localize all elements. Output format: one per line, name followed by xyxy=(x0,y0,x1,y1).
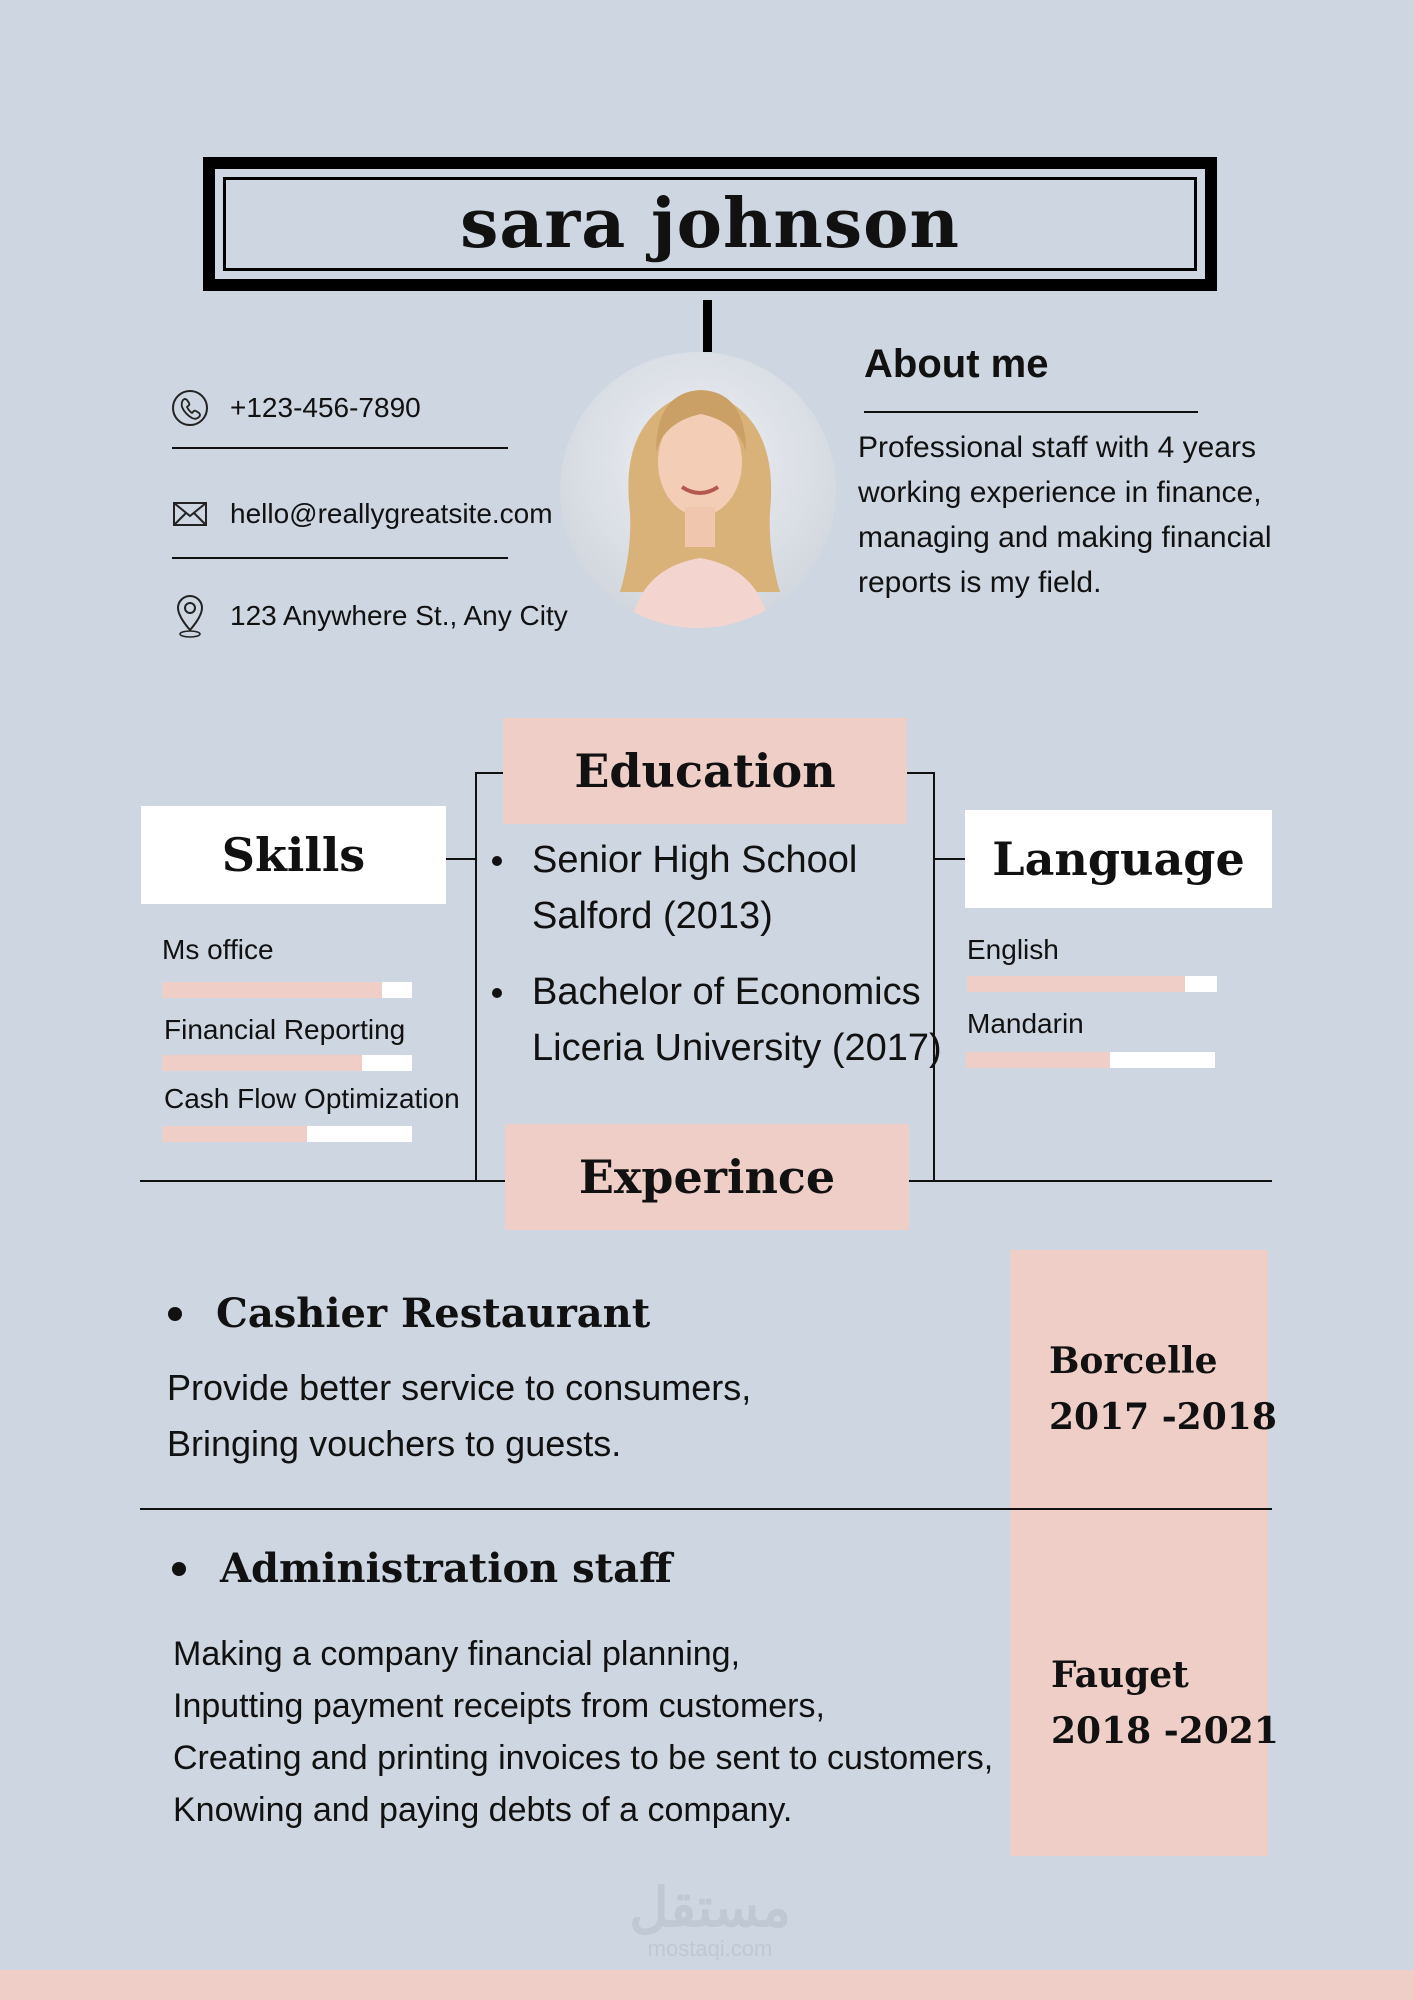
job-description-line: Provide better service to consumers, xyxy=(167,1367,752,1408)
job-description-line: Creating and printing invoices to be sent to customers, xyxy=(173,1739,994,1777)
language-title-text: Language xyxy=(992,832,1245,886)
experience-title-text: Experince xyxy=(578,1150,836,1204)
location-pin-icon xyxy=(170,592,210,640)
job-years: 2018 -2021 xyxy=(1051,1710,1279,1752)
phone-text: +123-456-7890 xyxy=(230,392,421,423)
skill-bar xyxy=(162,1055,412,1071)
job-years: 2017 -2018 xyxy=(1049,1396,1277,1438)
mail-icon xyxy=(170,494,210,534)
contact-address xyxy=(170,592,568,640)
education-title xyxy=(503,718,907,824)
about-text xyxy=(858,425,1288,605)
skills-title-text: Skills xyxy=(221,828,366,882)
about-line: managing and making financial xyxy=(858,521,1272,554)
about-line: Professional staff with 4 years xyxy=(858,431,1256,464)
about-divider xyxy=(864,411,1198,413)
list-item xyxy=(492,832,942,944)
education-degree: Senior High School xyxy=(532,839,858,881)
contact-email xyxy=(170,494,553,534)
job-title xyxy=(172,1545,672,1592)
job-description-line: Making a company financial planning, xyxy=(173,1635,741,1673)
language-bar xyxy=(966,1052,1215,1068)
company-name: Fauget xyxy=(1051,1654,1189,1696)
company-name: Borcelle xyxy=(1049,1340,1218,1382)
footer-band xyxy=(0,1970,1414,2000)
language-bar-fill xyxy=(966,1052,1110,1068)
job-title xyxy=(168,1290,650,1337)
language-bar-fill xyxy=(967,976,1185,992)
education-degree: Bachelor of Economics xyxy=(532,971,921,1013)
connector-line xyxy=(906,772,935,774)
connector-line xyxy=(475,772,505,774)
education-list xyxy=(492,832,942,1076)
job-title-text: Administration staff xyxy=(220,1545,672,1592)
avatar xyxy=(560,352,836,628)
watermark-url: mostaqi.com xyxy=(647,1936,773,1961)
contact-divider xyxy=(172,447,508,449)
skills-title xyxy=(141,806,446,904)
email-text: hello@reallygreatsite.com xyxy=(230,498,553,529)
skill-bar-fill xyxy=(162,982,382,998)
connector-line xyxy=(446,858,476,860)
contact-phone xyxy=(170,388,421,428)
language-label: English xyxy=(967,934,1059,965)
skill-label: Cash Flow Optimization xyxy=(164,1083,460,1114)
about-title: About me xyxy=(864,342,1049,386)
skill-bar xyxy=(162,1126,412,1142)
name-header-box xyxy=(203,157,1217,291)
job-company-dates xyxy=(1049,1333,1277,1445)
skill-bar-fill xyxy=(162,1055,362,1071)
watermark-logo: مستقل xyxy=(629,1878,791,1938)
profile-photo xyxy=(560,352,836,628)
language-title xyxy=(965,810,1272,908)
job-divider xyxy=(140,1508,1272,1510)
job-description xyxy=(167,1360,751,1472)
header-connector xyxy=(703,300,712,352)
contact-divider xyxy=(172,557,508,559)
job-description-line: Bringing vouchers to guests. xyxy=(167,1423,622,1464)
language-bar xyxy=(967,976,1217,992)
phone-icon xyxy=(170,388,210,428)
education-school: Salford (2013) xyxy=(532,895,773,937)
connector-line xyxy=(475,772,477,1180)
language-label: Mandarin xyxy=(967,1008,1084,1039)
job-description-line: Knowing and paying debts of a company. xyxy=(173,1791,793,1829)
skill-label: Ms office xyxy=(162,934,274,965)
skill-label: Financial Reporting xyxy=(164,1014,406,1045)
experience-title xyxy=(505,1124,909,1230)
job-company-dates xyxy=(1051,1647,1279,1759)
about-line: working experience in finance, xyxy=(858,476,1262,509)
section-divider xyxy=(140,1180,506,1182)
job-description xyxy=(173,1628,993,1836)
watermark xyxy=(600,1880,820,1962)
list-item xyxy=(492,964,942,1076)
skill-bar-fill xyxy=(162,1126,307,1142)
section-divider xyxy=(908,1180,1272,1182)
skill-bar xyxy=(162,982,412,998)
address-text: 123 Anywhere St., Any City xyxy=(230,600,568,631)
education-title-text: Education xyxy=(574,744,836,798)
full-name: sara johnson xyxy=(460,184,960,264)
job-description-line: Inputting payment receipts from customers, xyxy=(173,1687,825,1725)
about-line: reports is my field. xyxy=(858,566,1102,599)
job-title-text: Cashier Restaurant xyxy=(216,1290,651,1337)
education-school: Liceria University (2017) xyxy=(532,1027,942,1069)
